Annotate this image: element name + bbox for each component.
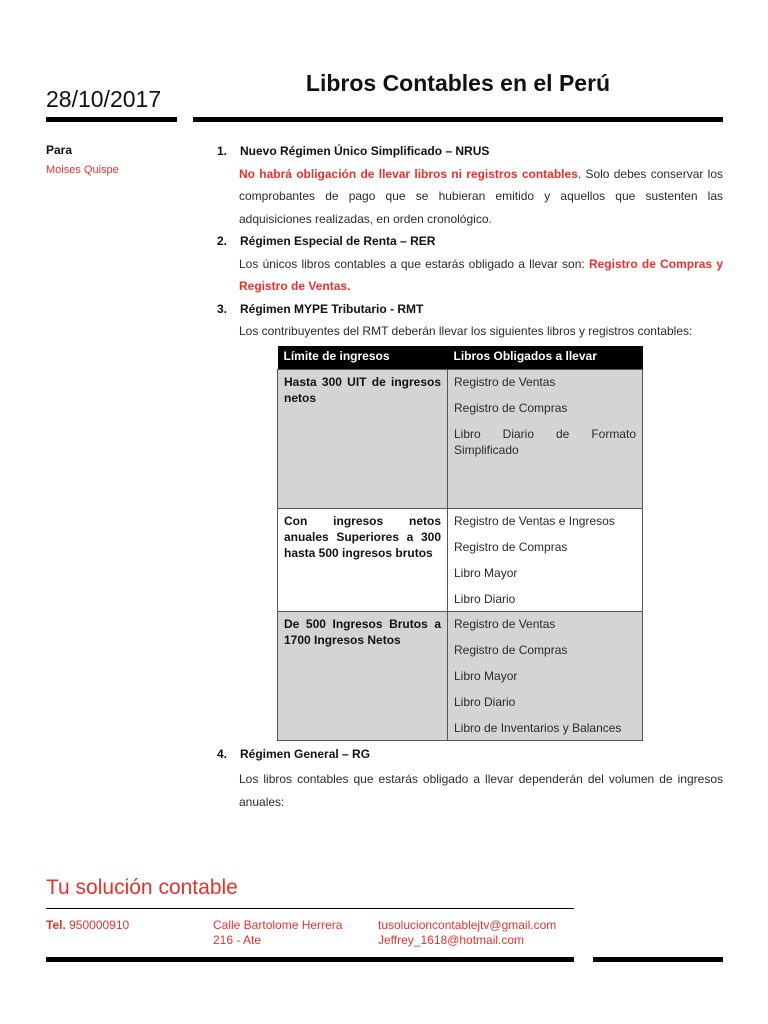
book-entry: Libro Mayor: [454, 668, 518, 683]
book-entry: Registro de Compras: [454, 400, 568, 415]
document-date: 28/10/2017: [46, 86, 162, 112]
item-heading-4: [217, 743, 723, 766]
books-cell: [448, 508, 643, 611]
books-cell: [448, 369, 643, 508]
footer-emails: [378, 918, 556, 948]
email-link[interactable]: Jeffrey_1618@hotmail.com: [378, 933, 525, 947]
item-body-4: [217, 768, 723, 813]
footer-rule-thin: [46, 908, 574, 909]
book-entry: Registro de Ventas: [454, 616, 556, 631]
column-header-limit: Límite de ingresos: [278, 346, 448, 370]
page-title: Libros Contables en el Perú: [305, 70, 611, 96]
header-rule-left: [46, 117, 177, 122]
item-highlight: No habrá obligación de llevar libros ni registros contables: [239, 166, 578, 181]
limit-cell: De 500 Ingresos Brutos a 1700 Ingresos Netos: [278, 611, 448, 740]
address-line: Calle Bartolome Herrera: [213, 918, 343, 932]
item-body-2: [217, 253, 723, 298]
limit-cell: Hasta 300 UIT de ingresos netos: [278, 369, 448, 508]
item-number: 1.: [217, 144, 228, 158]
limit-cell: Con ingresos netos anuales Superiores a 300 hasta 500 ingresos brutos: [278, 508, 448, 611]
item-number: 2.: [217, 234, 228, 248]
table-row: [278, 611, 643, 740]
item-title: Régimen MYPE Tributario - RMT: [240, 301, 424, 316]
book-entry: Registro de Ventas e Ingresos: [454, 513, 615, 528]
item-text: Los únicos libros contables a que estarás obligado a llevar son:: [239, 256, 589, 271]
book-entry: Libro Mayor: [454, 565, 518, 580]
item-text: Los contribuyentes del RMT deberán llevar los siguientes libros y registros contables:: [239, 324, 693, 338]
email-link[interactable]: tusolucioncontablejtv@gmail.com: [378, 918, 557, 932]
footer-phone: [46, 918, 129, 933]
footer-address: [213, 918, 342, 948]
book-entry: Libro Diario: [454, 694, 516, 709]
main-content: [217, 140, 723, 813]
item-text: . Solo debes conservar los comprobantes de pago que se hubieran emitido y aquellos que sustenten las adquisiciones realizadas, en orden cronológico.: [239, 166, 723, 226]
column-header-books: Libros Obligados a llevar: [448, 346, 643, 370]
books-cell: [448, 611, 643, 740]
book-entry: Registro de Compras: [454, 539, 568, 554]
item-title: Régimen General – RG: [240, 746, 371, 761]
phone-number: 950000910: [69, 918, 130, 932]
item-heading-1: [217, 140, 723, 163]
phone-label: Tel.: [46, 918, 66, 932]
item-title: Nuevo Régimen Único Simplificado – NRUS: [240, 144, 490, 158]
item-heading-3: [217, 298, 723, 321]
table-row: [278, 369, 643, 508]
item-highlight: Registro de Compras y Registro de Ventas.: [239, 256, 723, 293]
footer-rule-left: [46, 957, 574, 962]
table-header-row: [278, 346, 643, 370]
item-number: 4.: [217, 746, 228, 761]
book-entry: Libro Diario de Formato Simplificado: [454, 426, 636, 457]
book-entry: Libro de Inventarios y Balances: [454, 720, 622, 735]
item-body-1: [217, 163, 723, 231]
book-entry: Registro de Compras: [454, 642, 568, 657]
para-label: Para: [46, 143, 73, 157]
rmt-books-table: [277, 346, 643, 741]
cell-spacer: [454, 468, 636, 504]
brand-tagline: Tu solución contable: [46, 876, 238, 899]
recipient-name: Moises Quispe: [46, 164, 119, 176]
header-rule-right: [193, 117, 723, 122]
book-entry: Libro Diario: [454, 591, 516, 606]
item-number: 3.: [217, 301, 228, 316]
book-entry: Registro de Ventas: [454, 374, 556, 389]
item-heading-2: [217, 230, 723, 253]
item-body-3: [217, 320, 723, 343]
table-row: [278, 508, 643, 611]
item-text: Los libros contables que estarás obligado a llevar dependerán del volumen de ingresos anuales:: [239, 772, 723, 809]
footer-rule-right: [593, 957, 723, 962]
address-line: 216 - Ate: [213, 933, 262, 947]
item-title: Régimen Especial de Renta – RER: [240, 234, 436, 248]
